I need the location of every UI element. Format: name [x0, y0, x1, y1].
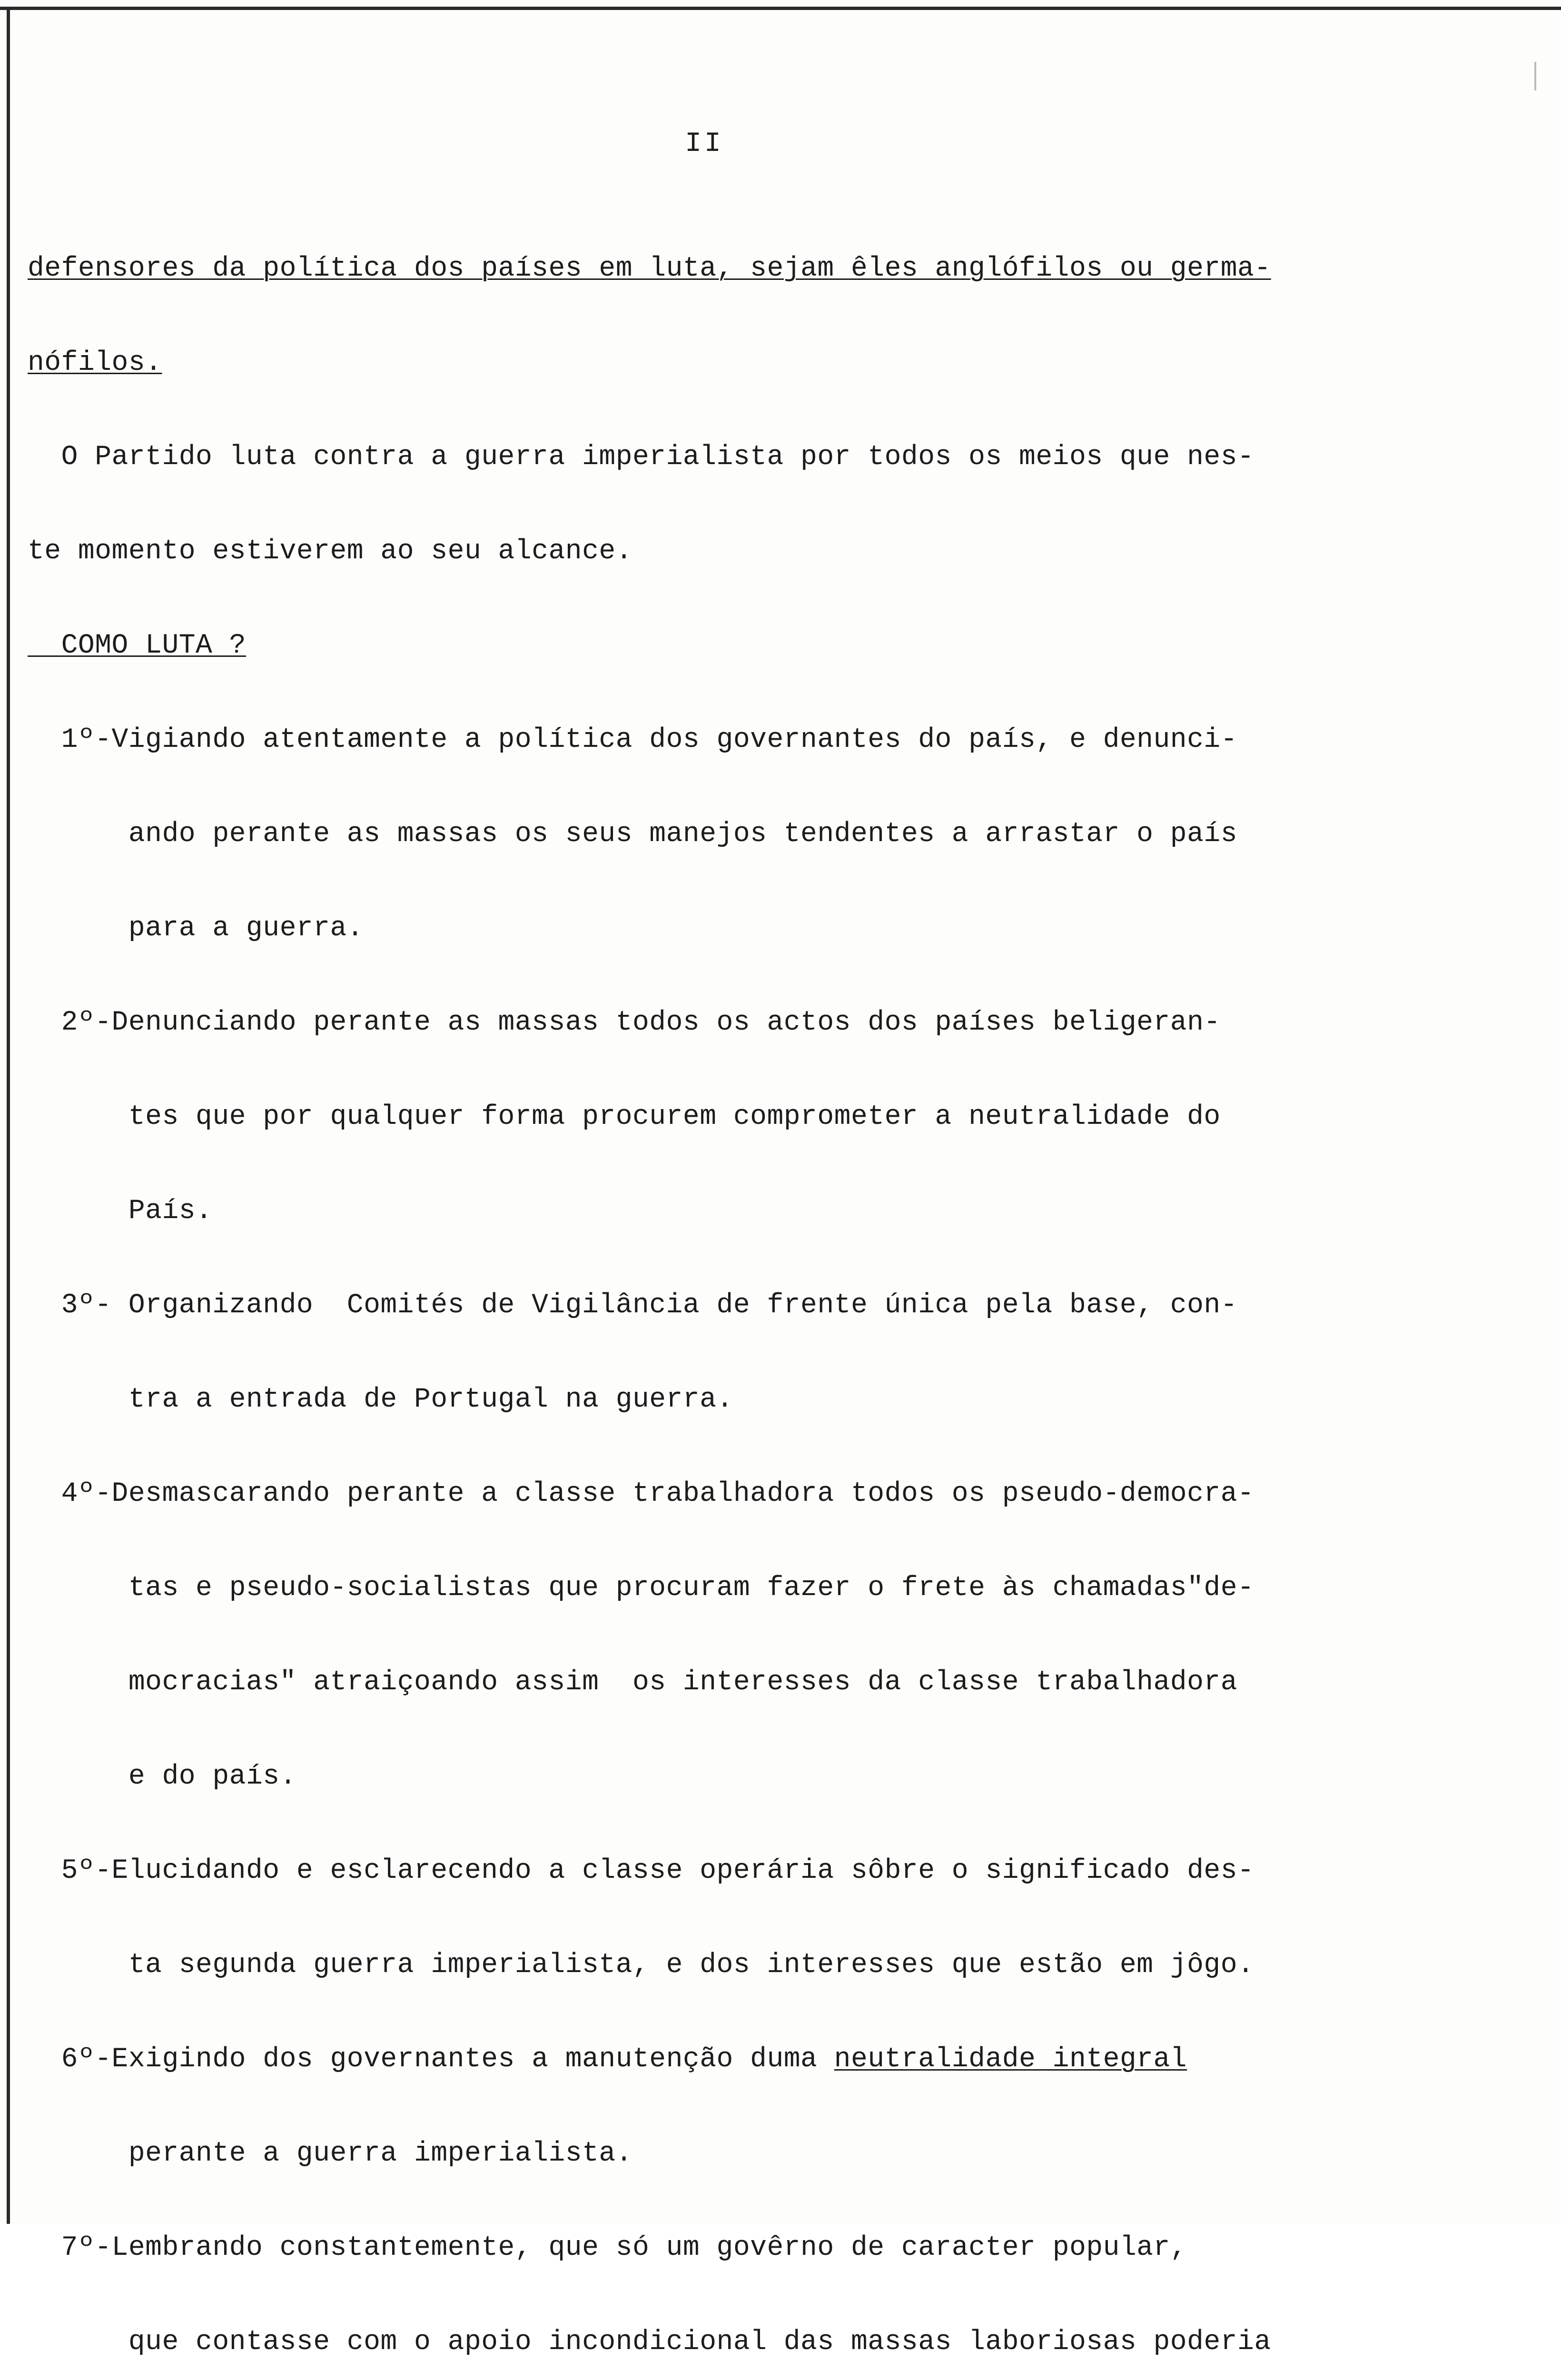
text-line: tas e pseudo-socialistas que procuram fazer o frete às chamadas"de- [28, 1573, 1255, 1604]
list-item-4: 4º-Desmascarando perante a classe trabalhadora todos os pseudo-democra- [28, 1478, 1255, 1509]
list-item-6 [28, 2044, 1432, 2075]
text-line: defensores da política dos países em luta, sejam êles anglófilos ou germa- [28, 253, 1271, 284]
scan-mark [1534, 62, 1536, 90]
text-line: ando perante as massas os seus manejos tendentes a arrastar o país [28, 819, 1238, 850]
text-line: e do país. [28, 1761, 296, 1792]
text-line: nófilos. [28, 347, 162, 378]
text-line: tes que por qualquer forma procurem comprometer a neutralidade do [28, 1101, 1221, 1132]
page-top-edge [0, 7, 1561, 10]
text-line: ta segunda guerra imperialista, e dos interesses que estão em jôgo. [28, 1950, 1255, 1981]
text-line: que contasse com o apoio incondicional das massas laboriosas poderia [28, 2327, 1271, 2358]
text-line: O Partido luta contra a guerra imperialista por todos os meios que nes- [28, 442, 1255, 473]
text-line: tra a entrada de Portugal na guerra. [28, 1384, 733, 1415]
list-item-3: 3º- Organizando Comités de Vigilância de frente única pela base, con- [28, 1290, 1238, 1321]
list-item-7: 7º-Lembrando constantemente, que só um govêrno de caracter popular, [28, 2232, 1187, 2263]
list-item-1: 1º-Vigiando atentamente a política dos governantes do país, e denunci- [28, 724, 1238, 755]
text-line: para a guerra. [28, 913, 364, 944]
list-item-2: 2º-Denunciando perante as massas todos os actos dos países beligeran- [28, 1007, 1221, 1038]
text-line: te momento estiverem ao seu alcance. [28, 536, 633, 567]
list-item-5: 5º-Elucidando e esclarecendo a classe operária sôbre o significado des- [28, 1855, 1255, 1886]
text-segment: 6º-Exigindo dos governantes a manutenção duma [28, 2044, 834, 2075]
underlined-phrase: neutralidade integral [834, 2044, 1187, 2075]
text-line: perante a guerra imperialista. [28, 2138, 633, 2169]
document-body [28, 190, 1432, 2380]
page-number: II [685, 129, 724, 159]
text-line: mocracias" atraiçoando assim os interesses da classe trabalhadora [28, 1667, 1238, 1698]
page-left-edge [7, 7, 10, 2224]
text-line: País. [28, 1196, 213, 1227]
section-heading: COMO LUTA ? [28, 630, 246, 661]
